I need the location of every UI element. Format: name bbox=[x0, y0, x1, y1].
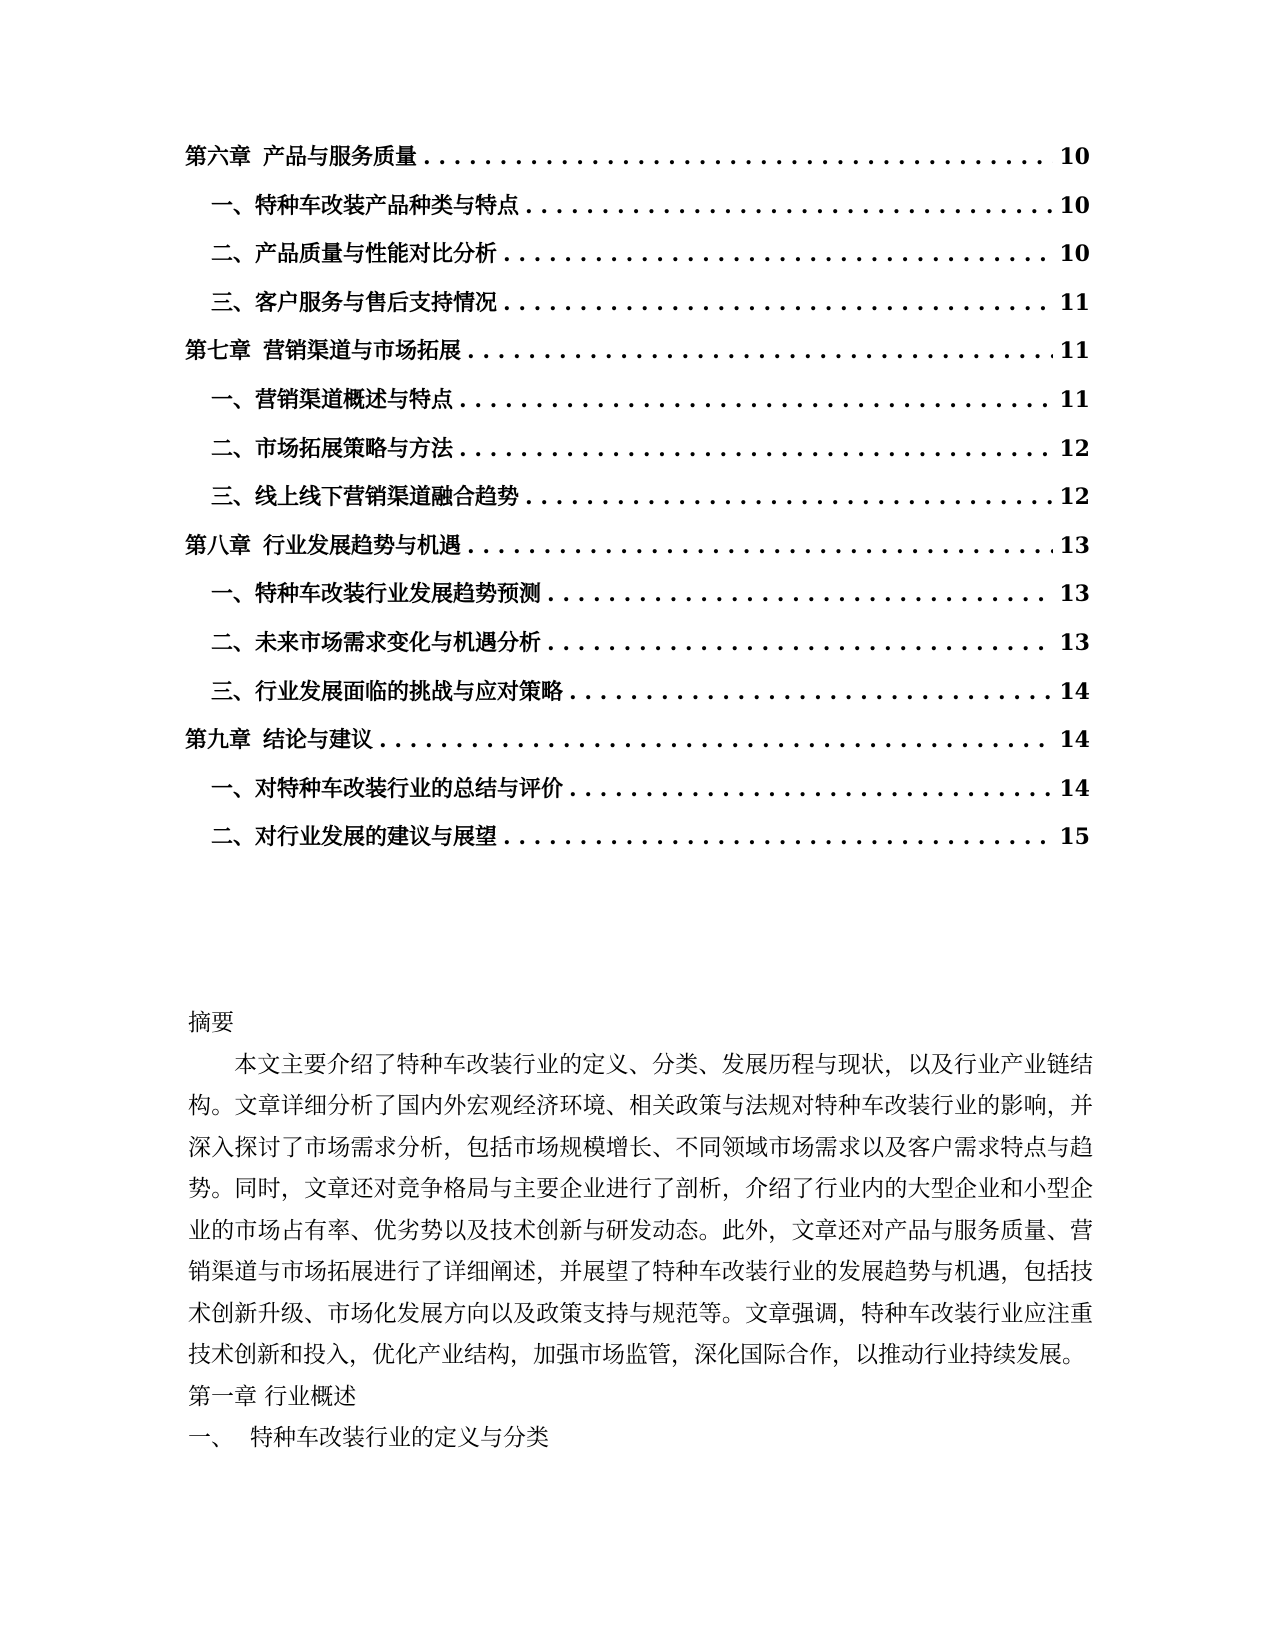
toc-dot-leader bbox=[423, 144, 1053, 170]
toc-entry[interactable] bbox=[185, 675, 1090, 724]
toc-entry[interactable] bbox=[185, 189, 1090, 238]
toc-title: 产品与服务质量 bbox=[263, 144, 418, 170]
toc-chapter-number: 第七章 bbox=[185, 338, 252, 365]
toc-dot-leader bbox=[379, 727, 1053, 753]
toc-page-number: 11 bbox=[1059, 338, 1090, 365]
abstract-paragraph: 本文主要介绍了特种车改装行业的定义、分类、发展历程与现状，以及行业产业链结构。文章详细分析了国内外宏观经济环境、相关政策与法规对特种车改装行业的影响，并深入探讨了市场需求分析，包括市场规模增长、不同领域市场需求以及客户需求特点与趋势。同时，文章还对竞争格局与主要企业进行了剖析，介绍了行业内的大型企业和小型企业的市场占有率、优劣势以及技术创新与研发动态。此外，文章还对产品与服务质量、营销渠道与市场拓展进行了详细阐述，并展望了特种车改装行业的发展趋势与机遇，包括技术创新升级、市场化发展方向以及政策支持与规范等。文章强调，特种车改装行业应注重技术创新和投入，优化产业结构，加强市场监管，深化国际合作，以推动行业持续发展。 bbox=[188, 1051, 1093, 1368]
toc-title: 未来市场需求变化与机遇分析 bbox=[255, 629, 542, 656]
toc-entry[interactable] bbox=[185, 480, 1090, 529]
toc-entry[interactable] bbox=[185, 383, 1090, 432]
toc-page-number: 14 bbox=[1059, 678, 1090, 705]
toc-entry[interactable] bbox=[185, 723, 1090, 772]
toc-dot-leader bbox=[467, 338, 1053, 364]
abstract-title: 摘要 bbox=[188, 1010, 234, 1036]
toc-page-number: 10 bbox=[1059, 144, 1090, 170]
toc-entry[interactable] bbox=[185, 286, 1090, 335]
toc-dot-leader bbox=[569, 776, 1053, 802]
section-title: 特种车改装行业的定义与分类 bbox=[250, 1425, 549, 1451]
toc-title: 行业发展趋势与机遇 bbox=[263, 532, 462, 559]
toc-entry[interactable] bbox=[185, 529, 1090, 578]
toc-title: 营销渠道与市场拓展 bbox=[263, 338, 462, 365]
toc-dot-leader bbox=[459, 387, 1053, 413]
toc-section-number: 二、 bbox=[211, 435, 256, 462]
toc-page-number: 15 bbox=[1059, 824, 1090, 851]
toc-entry[interactable] bbox=[185, 820, 1090, 869]
toc-section-number: 三、 bbox=[211, 678, 256, 705]
toc-dot-leader bbox=[569, 679, 1053, 705]
toc-dot-leader bbox=[459, 436, 1053, 462]
toc-page-number: 13 bbox=[1059, 581, 1090, 608]
toc-section-number: 一、 bbox=[211, 386, 256, 413]
toc-chapter-number: 第六章 bbox=[185, 144, 252, 170]
toc-entry[interactable] bbox=[185, 237, 1090, 286]
section-number: 一、 bbox=[188, 1425, 234, 1451]
toc-entry[interactable] bbox=[185, 140, 1090, 189]
toc-page-number: 14 bbox=[1059, 775, 1090, 802]
toc-dot-leader bbox=[503, 241, 1053, 267]
toc-dot-leader bbox=[547, 630, 1053, 656]
toc-dot-leader bbox=[547, 581, 1053, 607]
document-body bbox=[188, 1003, 1093, 1460]
toc-section-number: 三、 bbox=[211, 289, 256, 316]
toc-dot-leader bbox=[525, 484, 1053, 510]
section-heading bbox=[188, 1418, 1093, 1460]
toc-title: 产品质量与性能对比分析 bbox=[255, 241, 498, 268]
toc-page-number: 12 bbox=[1059, 484, 1090, 511]
toc-section-number: 一、 bbox=[211, 581, 256, 608]
toc-entry[interactable] bbox=[185, 432, 1090, 481]
toc-chapter-number: 第九章 bbox=[185, 727, 252, 754]
toc-title: 特种车改装行业发展趋势预测 bbox=[255, 581, 542, 608]
toc-page-number: 10 bbox=[1059, 192, 1090, 219]
toc-title: 对特种车改装行业的总结与评价 bbox=[255, 775, 564, 802]
toc-page-number: 14 bbox=[1059, 727, 1090, 754]
toc-title: 对行业发展的建议与展望 bbox=[255, 824, 498, 851]
toc-entry[interactable] bbox=[185, 772, 1090, 821]
table-of-contents bbox=[185, 140, 1090, 869]
toc-page-number: 12 bbox=[1059, 435, 1090, 462]
toc-title: 市场拓展策略与方法 bbox=[255, 435, 454, 462]
toc-dot-leader bbox=[525, 193, 1053, 219]
toc-title: 营销渠道概述与特点 bbox=[255, 386, 454, 413]
toc-page-number: 11 bbox=[1059, 289, 1090, 316]
toc-title: 特种车改装产品种类与特点 bbox=[255, 192, 520, 219]
toc-entry[interactable] bbox=[185, 626, 1090, 675]
toc-section-number: 一、 bbox=[211, 775, 256, 802]
toc-section-number: 二、 bbox=[211, 824, 256, 851]
toc-entry[interactable] bbox=[185, 334, 1090, 383]
toc-section-number: 一、 bbox=[211, 192, 256, 219]
toc-section-number: 二、 bbox=[211, 241, 256, 268]
toc-dot-leader bbox=[467, 533, 1053, 559]
toc-title: 行业发展面临的挑战与应对策略 bbox=[255, 678, 564, 705]
toc-page-number: 10 bbox=[1059, 241, 1090, 268]
toc-title: 结论与建议 bbox=[263, 727, 374, 754]
toc-dot-leader bbox=[503, 290, 1053, 316]
toc-section-number: 三、 bbox=[211, 484, 256, 511]
toc-page-number: 13 bbox=[1059, 532, 1090, 559]
toc-title: 客户服务与售后支持情况 bbox=[255, 289, 498, 316]
toc-page-number: 13 bbox=[1059, 629, 1090, 656]
toc-chapter-number: 第八章 bbox=[185, 532, 252, 559]
chapter-heading: 第一章 行业概述 bbox=[188, 1383, 357, 1410]
toc-entry[interactable] bbox=[185, 577, 1090, 626]
toc-page-number: 11 bbox=[1059, 386, 1090, 413]
toc-section-number: 二、 bbox=[211, 629, 256, 656]
toc-dot-leader bbox=[503, 824, 1053, 850]
toc-title: 线上线下营销渠道融合趋势 bbox=[255, 484, 520, 511]
